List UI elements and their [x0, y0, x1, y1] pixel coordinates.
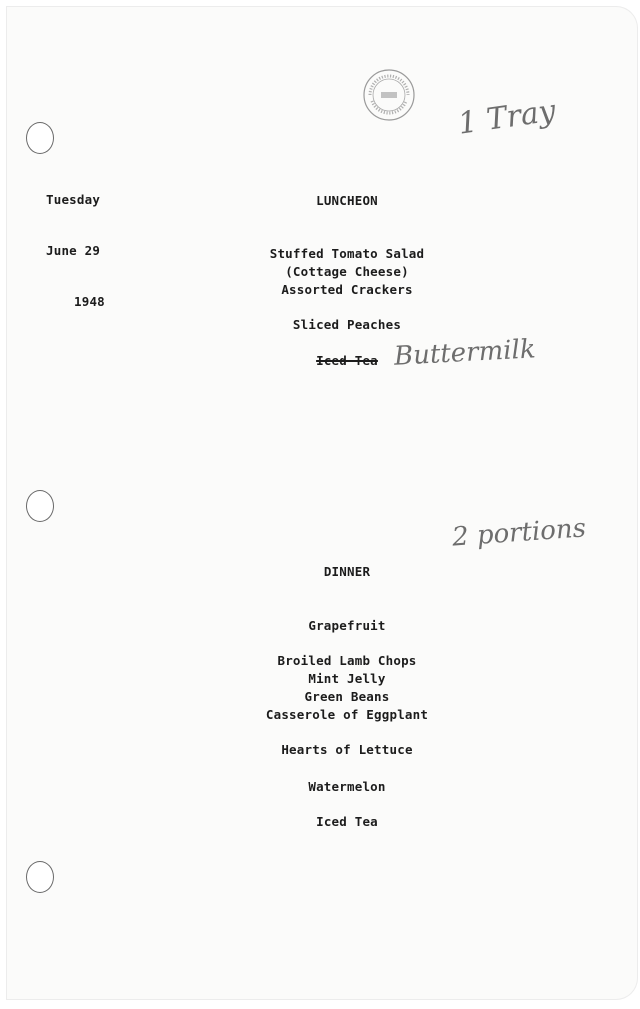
- punch-hole-top: [26, 122, 54, 154]
- menu-page: [6, 6, 638, 1000]
- dinner-item: Mint Jelly: [308, 671, 386, 686]
- handwritten-buttermilk-note: Buttermilk: [393, 334, 537, 372]
- dinner-item: Hearts of Lettuce: [281, 742, 413, 757]
- dinner-item: Casserole of Eggplant: [265, 707, 429, 722]
- punch-hole-bottom: [26, 861, 54, 893]
- luncheon-item: Sliced Peaches: [292, 317, 402, 332]
- dinner-heading: DINNER: [323, 564, 371, 579]
- luncheon-item: Stuffed Tomato Salad: [269, 246, 425, 261]
- archive-stamp: [362, 68, 416, 122]
- dinner-item: Iced Tea: [316, 814, 378, 829]
- menu-month-day: June 29: [46, 243, 101, 258]
- menu-day: Tuesday: [46, 192, 101, 207]
- menu-date: [46, 157, 105, 327]
- dinner-item: Broiled Lamb Chops: [277, 653, 417, 668]
- handwritten-tray-note: 1 Tray: [456, 93, 558, 142]
- menu-year: 1948: [74, 294, 105, 309]
- handwritten-portions-note: 2 portions: [451, 513, 587, 553]
- luncheon-item-struck: Iced Tea: [316, 353, 378, 368]
- dinner-item: Grapefruit: [308, 618, 386, 633]
- punch-hole-middle: [26, 490, 54, 522]
- dinner-item: Green Beans: [304, 689, 390, 704]
- luncheon-item: Assorted Crackers: [281, 282, 413, 297]
- luncheon-heading: LUNCHEON: [316, 193, 378, 208]
- luncheon-item: (Cottage Cheese): [285, 264, 409, 279]
- dinner-item: Watermelon: [308, 779, 386, 794]
